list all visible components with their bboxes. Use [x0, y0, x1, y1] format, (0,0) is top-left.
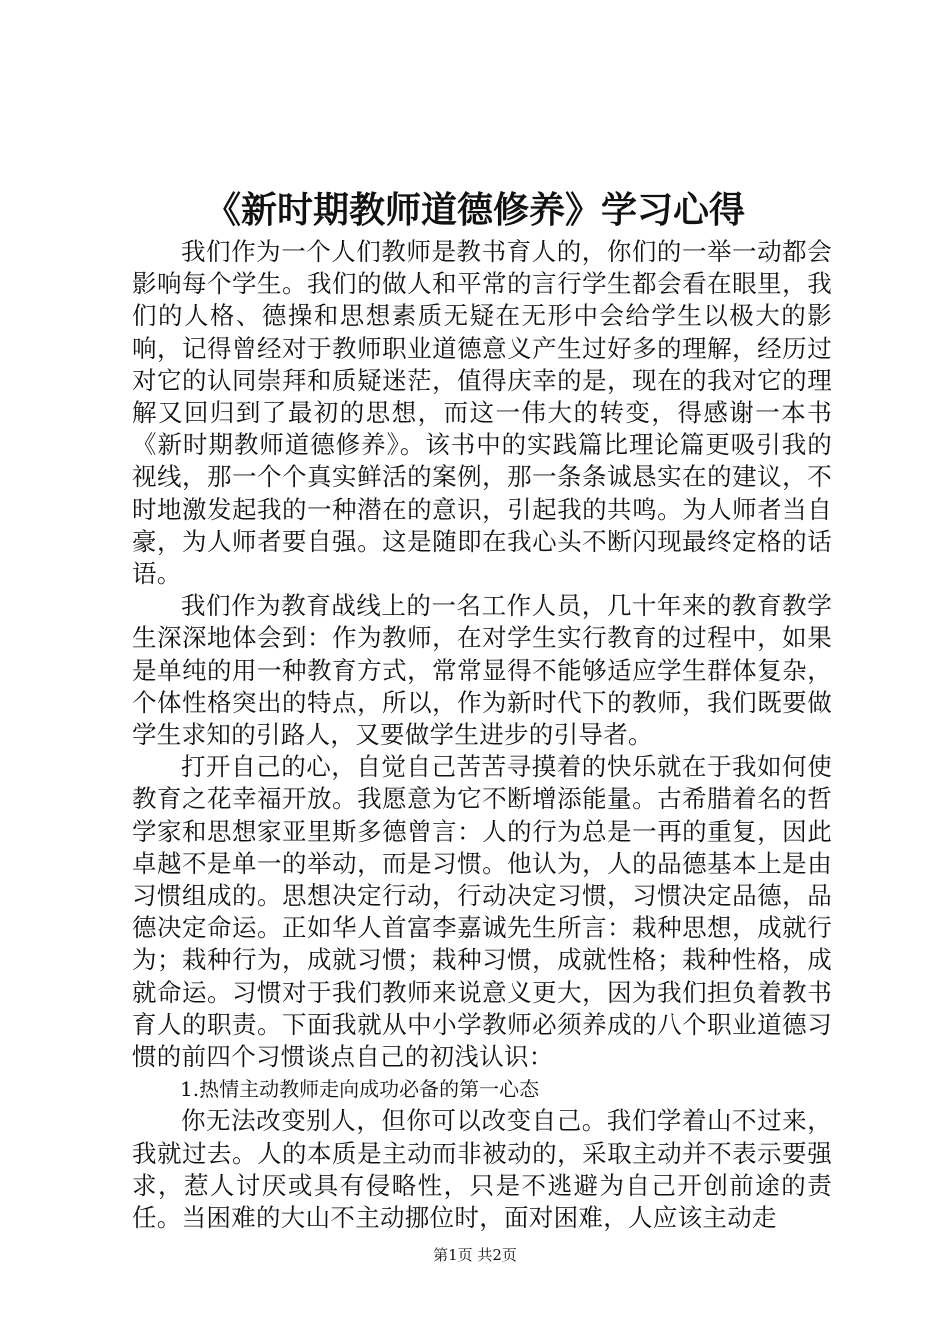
section-heading: 1.热情主动教师走向成功必备的第一心态 [180, 1077, 540, 1102]
page-number-footer: 第1页 共2页 [433, 1246, 517, 1264]
paragraph-3: 打开自己的心，自觉自己苦苦寻摸着的快乐就在于我如何使教育之花幸福开放。我愿意为它不断增添能量。古希腊着名的哲学家和思想家亚里斯多德曾言：人的行为总是一再的重复，因此卓越不是单一的举动，而是习惯。他认为，人的品德基本上是由习惯组成的。思想决定行动，行动决定习惯，习惯决定品德，品德决定命运。正如华人首富李嘉诚先生所言：栽种思想，成就行为；栽种行为，成就习惯；栽种习惯，成就性格；栽种性格，成就命运。习惯对于我们教师来说意义更大，因为我们担负着教书育人的职责。下面我就从中小学教师必须养成的八个职业道德习惯的前四个习惯谈点自己的初浅认识： [132, 752, 832, 1072]
document-title: 《新时期教师道德修养》学习心得 [204, 190, 745, 231]
document-body [132, 236, 832, 1234]
paragraph-2: 我们作为教育战线上的一名工作人员，几十年来的教育教学生深深地体会到：作为教师，在对学生实行教育的过程中，如果是单纯的用一种教育方式，常常显得不能够适应学生群体复杂，个体性格突出的特点，所以，作为新时代下的教师，我们既要做学生求知的引路人，又要做学生进步的引导者。 [132, 591, 832, 750]
section-paragraph: 你无法改变别人，但你可以改变自己。我们学着山不过来，我就过去。人的本质是主动而非被动的，采取主动并不表示要强求，惹人讨厌或具有侵略性，只是不逃避为自己开创前途的责任。当困难的大山不主动挪位时，面对困难，人应该主动走 [132, 1106, 832, 1233]
paragraph-1: 我们作为一个人们教师是教书育人的，你们的一举一动都会影响每个学生。我们的做人和平常的言行学生都会看在眼里，我们的人格、德操和思想素质无疑在无形中会给学生以极大的影响，记得曾经对于教师职业道德意义产生过好多的理解，经历过对它的认同崇拜和质疑迷茫，值得庆幸的是，现在的我对它的理解又回归到了最初的思想，而这一伟大的转变，得感谢一本书《新时期教师道德修养》。该书中的实践篇比理论篇更吸引我的视线，那一个个真实鲜活的案例，那一条条诚恳实在的建议，不时地激发起我的一种潜在的意识，引起我的共鸣。为人师者当自豪，为人师者要自强。这是随即在我心头不断闪现最终定格的话语。 [132, 237, 832, 589]
